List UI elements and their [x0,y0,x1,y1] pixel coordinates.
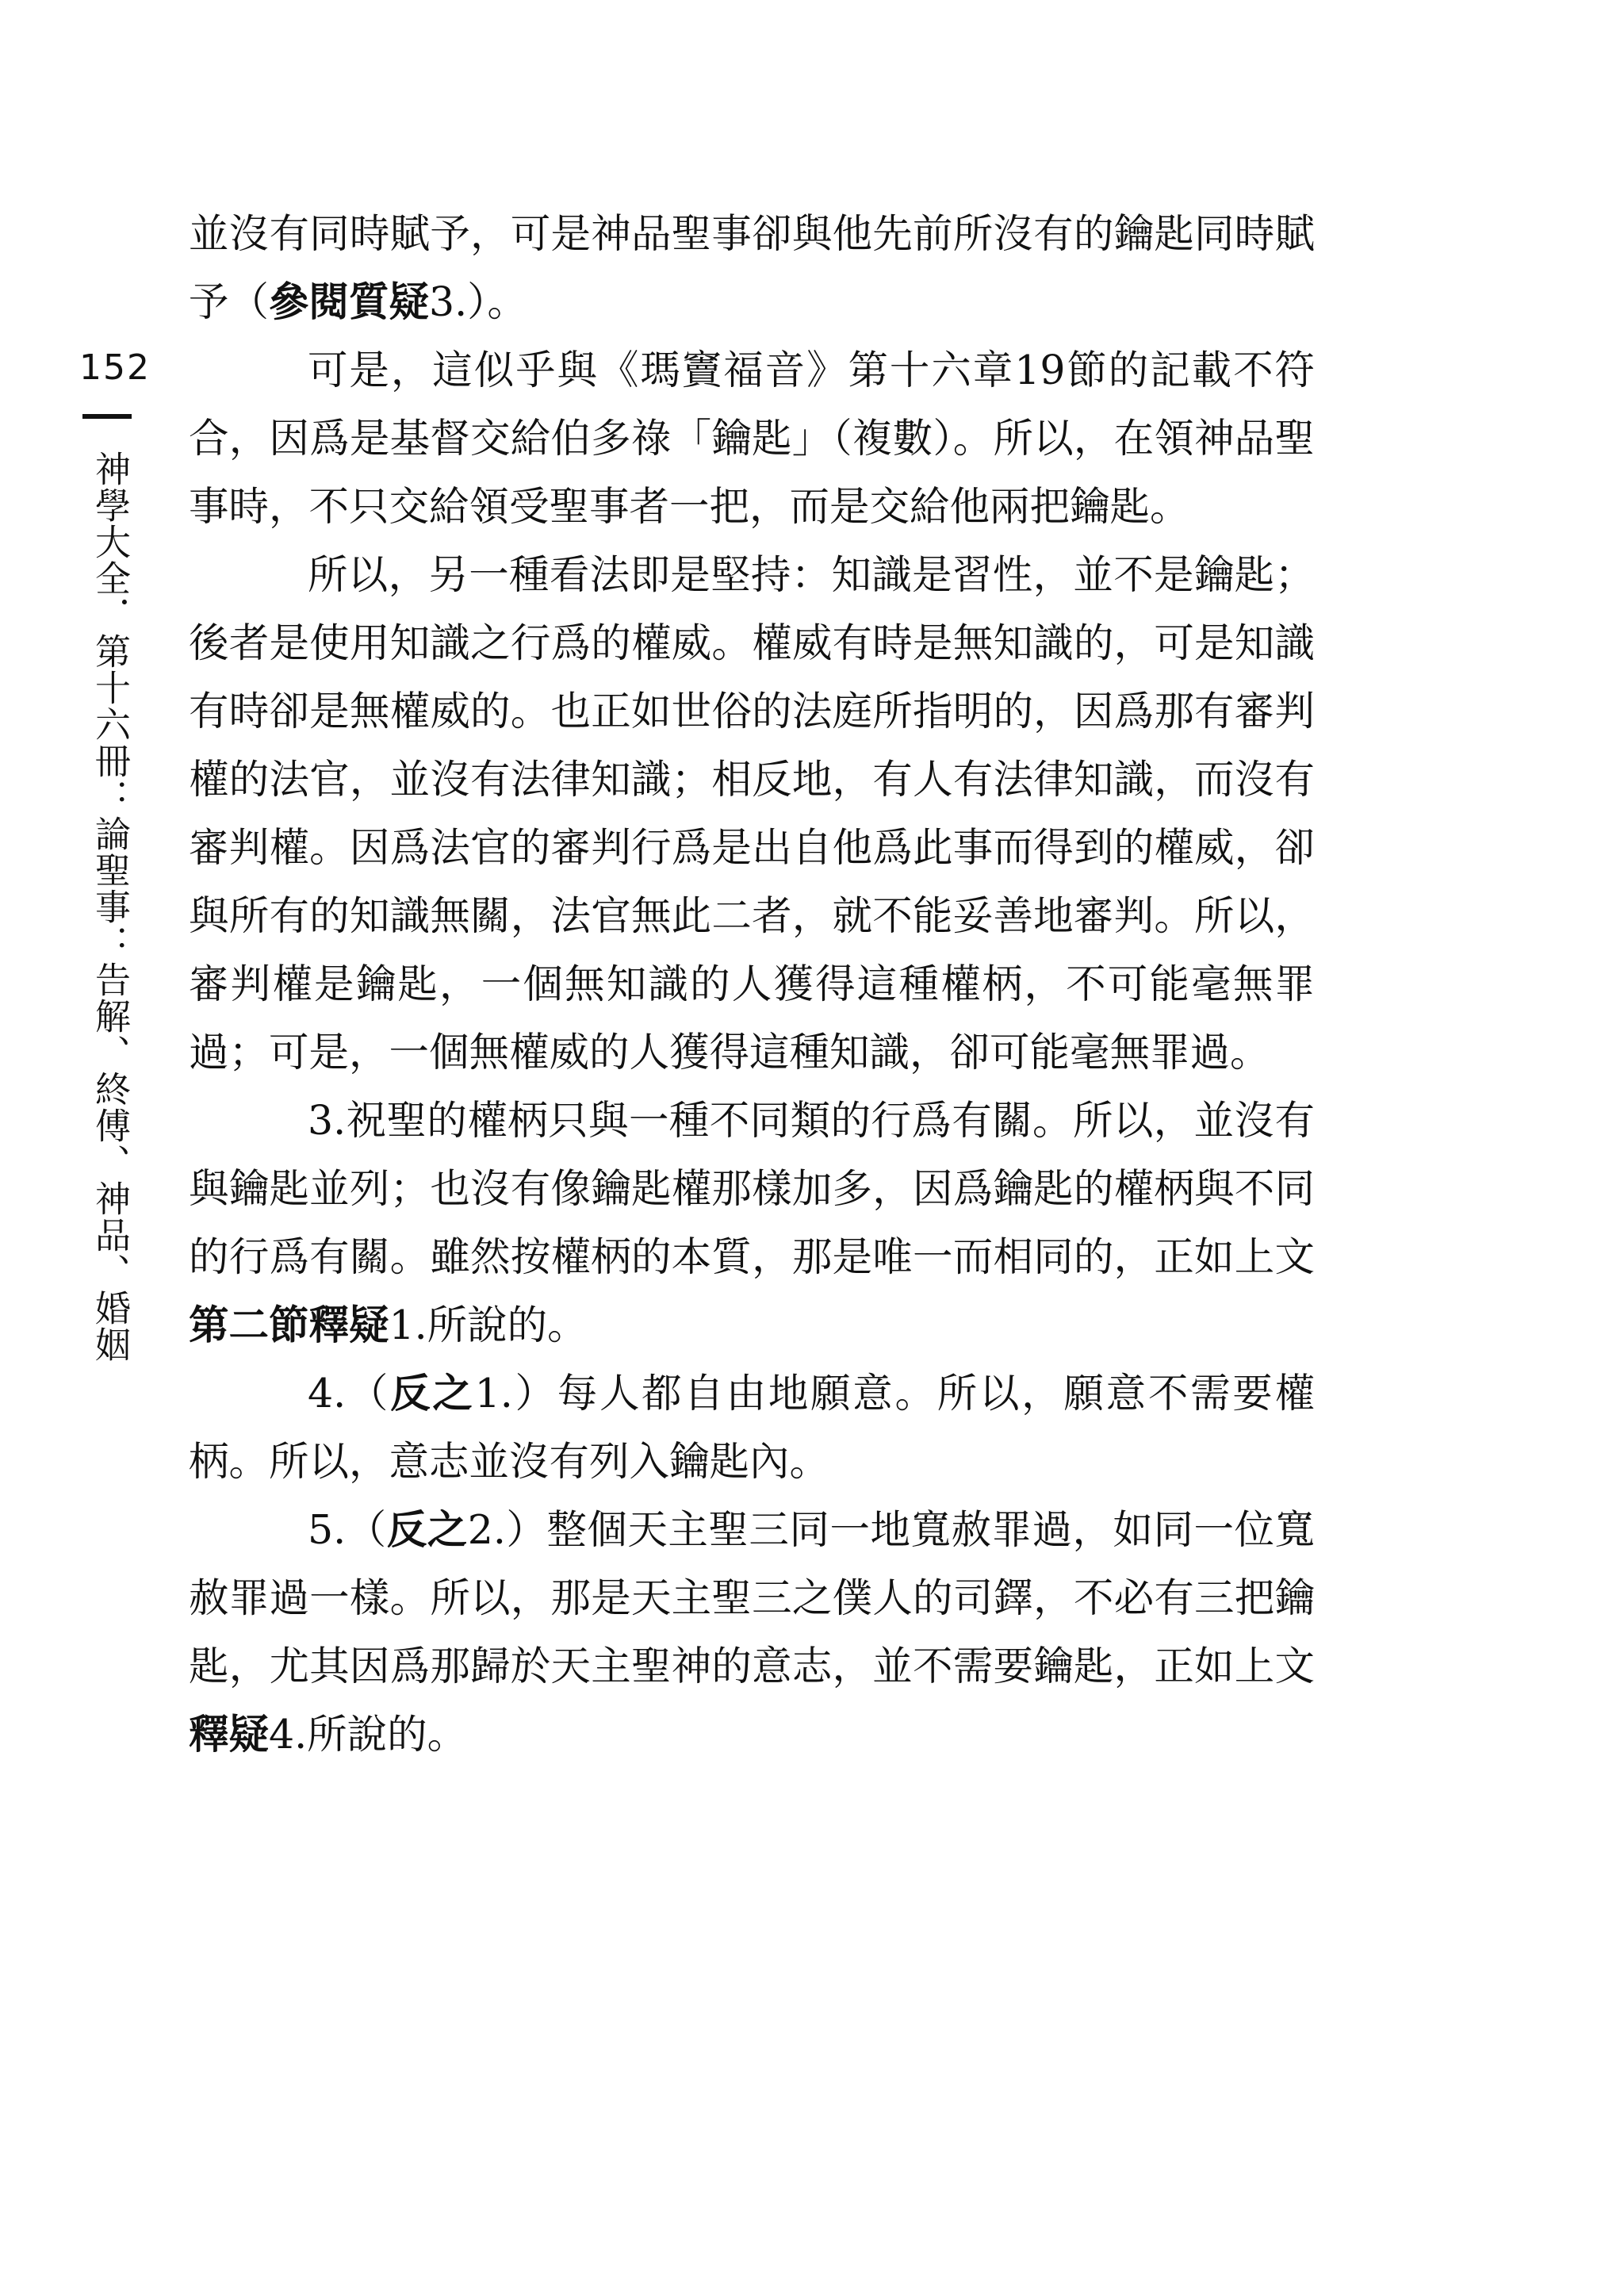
text-segment: 可是，這似乎與《瑪竇福音》第十六章19節的記載不符合，因爲是基督交給伯多祿「鑰匙」（複數）。所以，在領神品聖事時，不只交給領受聖事者一把，而是交給他兩把鑰匙。 [189,347,1315,530]
text-segment: 4.（ [308,1370,391,1417]
bold-reference: 釋疑 [189,1711,269,1758]
paragraph [189,1496,1315,1769]
text-segment: 2.）整個天主聖三同一地寬赦罪過，如同一位寬赦罪過一樣。所以，那是天主聖三之僕人的司鐸，不必有三把鑰匙，尤其因爲那歸於天主聖神的意志，並不需要鑰匙，正如上文 [189,1506,1316,1689]
paragraph [189,1087,1315,1359]
bold-reference: 反之 [386,1506,468,1553]
margin-rule [82,414,132,419]
body-text [189,200,1315,1769]
text-segment: 3.）。 [429,278,527,325]
paragraph [189,541,1315,1087]
text-segment: 1.所說的。 [389,1302,588,1348]
paragraph [189,1359,1315,1496]
text-segment: 4.所說的。 [269,1711,468,1758]
bold-reference: 第二節釋疑 [189,1302,389,1348]
text-segment: 1.）每人都自由地願意。所以，願意不需要權柄。所以，意志並沒有列入鑰匙內。 [189,1370,1316,1485]
text-segment: 3.祝聖的權柄只與一種不同類的行爲有關。所以，並沒有與鑰匙並列；也沒有像鑰匙權那樣加多，因爲鑰匙的權柄與不同的行爲有關。雖然按權柄的本質，那是唯一而相同的，正如上文 [189,1097,1315,1280]
text-segment: 並沒有同時賦予，可是神品聖事卻與他先前所沒有的鑰匙同時賦予（ [189,210,1315,325]
running-title: 神學大全．第十六冊：論聖事：告解、終傅、神品、婚姻 [89,451,131,1363]
text-segment: 5.（ [308,1506,387,1553]
text-segment: 所以，另一種看法即是堅持：知識是習性，並不是鑰匙；後者是使用知識之行爲的權威。權威有時是無知識的，可是知識有時卻是無權威的。也正如世俗的法庭所指明的，因爲那有審判權的法官，並沒有法律知識；相反地，有人有法律知識，而沒有審判權。因爲法官的審判行爲是出自他爲此事而得到的權威，卻與所有的知識無關，法官無此二者，就不能妥善地審判。所以，審判權是鑰匙，一個無知識的人獲得這種權柄，不可能毫無罪過；可是，一個無權威的人獲得這種知識，卻可能毫無罪過。 [189,551,1315,1076]
paragraph [189,200,1315,336]
page-number: 152 [79,347,151,388]
bold-reference: 參閱質疑 [269,278,429,325]
bold-reference: 反之 [390,1370,475,1417]
paragraph [189,336,1315,541]
